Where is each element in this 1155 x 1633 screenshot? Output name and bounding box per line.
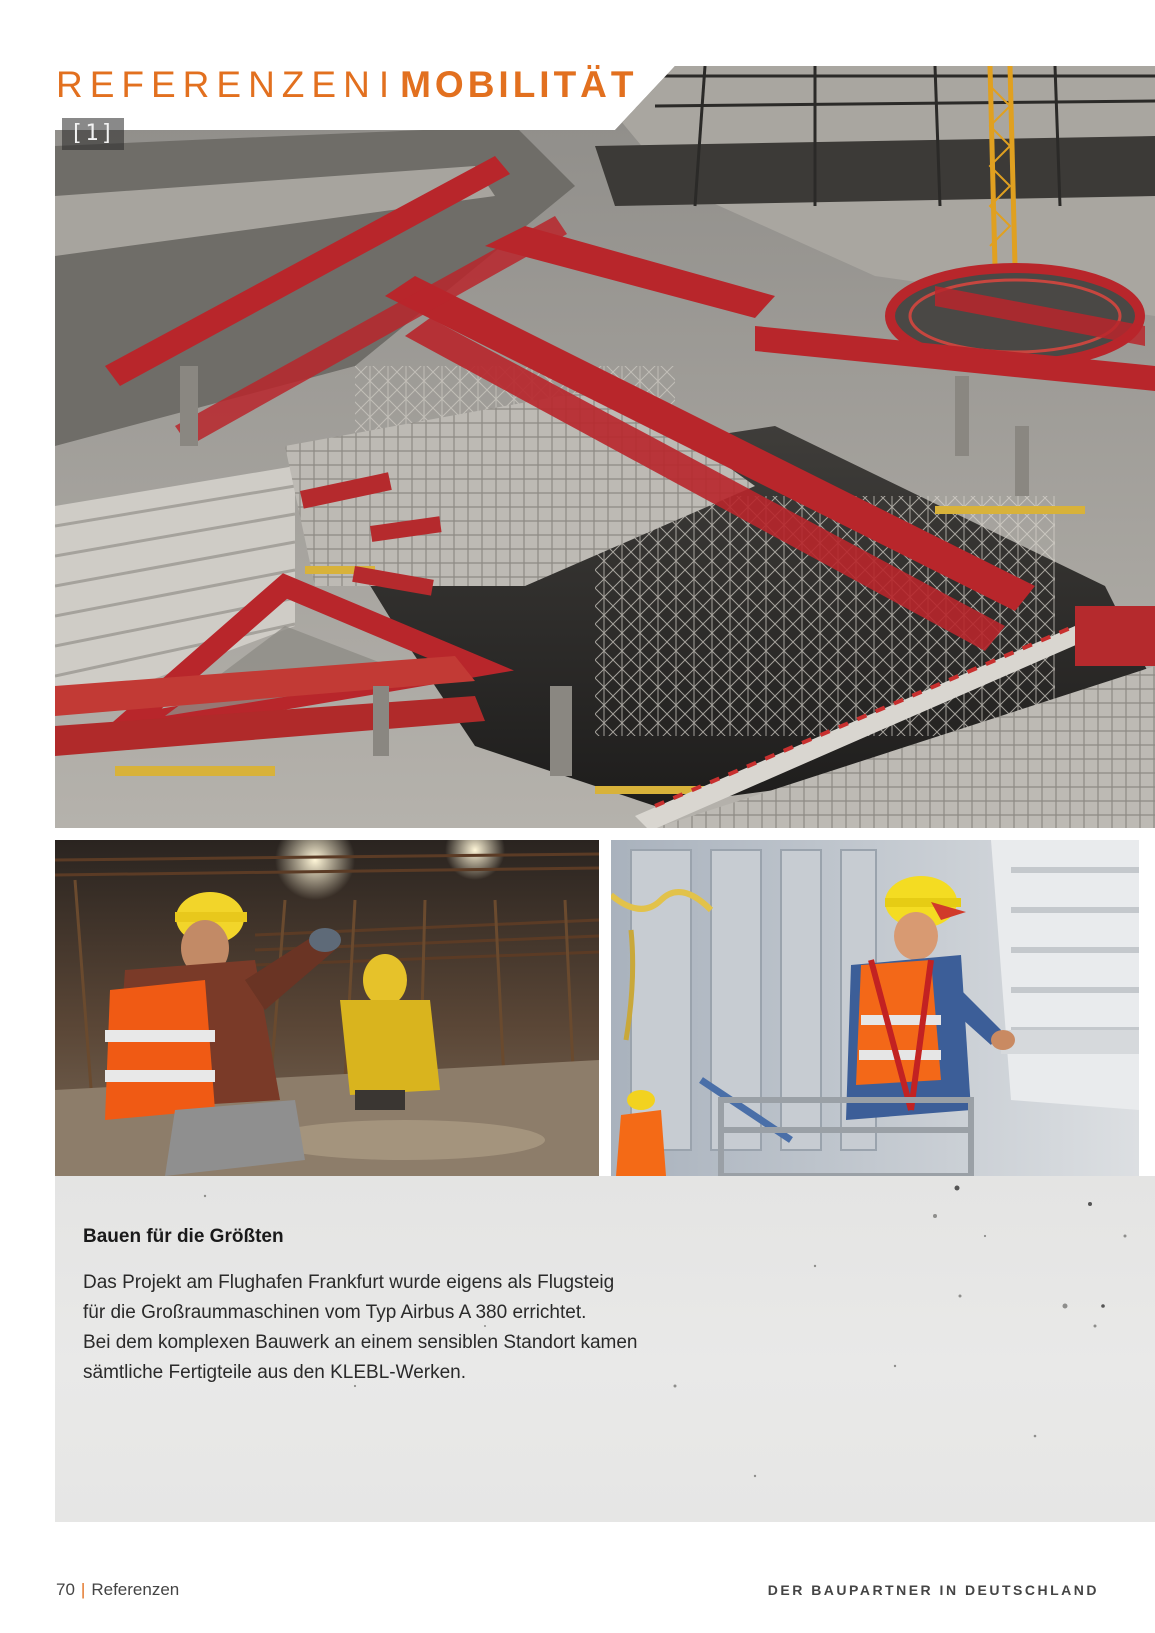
footer-tagline: DER BAUPARTNER IN DEUTSCHLAND [767,1582,1099,1598]
article-panel [55,1176,1155,1522]
worker-precast-photo [611,840,1139,1176]
page-number: 70 [56,1580,75,1599]
article-title: Bauen für die Größten [83,1226,284,1247]
header-section: REFERENZEN [56,64,377,105]
page-header [56,62,638,108]
figure-number-badge: [1] [62,118,124,150]
worker-rebar-illustration [55,840,599,1176]
page-footer-left [56,1580,179,1600]
construction-site-illustration [55,66,1155,828]
footer-divider: | [80,1580,86,1599]
article-line: Das Projekt am Flughafen Frankfurt wurde eigens als Flugsteig [83,1272,615,1293]
article-text [83,1226,643,1388]
worker-rebar-photo [55,840,599,1176]
article-line: sämtliche Fertigteile aus den KLEBL-Werken. [83,1362,466,1383]
header-topic: MOBILITÄT [400,64,638,105]
worker-precast-illustration [611,840,1139,1176]
article-line: für die Großraummaschinen vom Typ Airbus A 380 errichtet. [83,1302,587,1323]
header-separator: I [378,64,397,105]
article-body [83,1268,643,1388]
footer-section: Referenzen [91,1580,180,1599]
article-line: Bei dem komplexen Bauwerk an einem sensiblen Standort kamen [83,1332,638,1353]
hero-photo [55,66,1155,828]
